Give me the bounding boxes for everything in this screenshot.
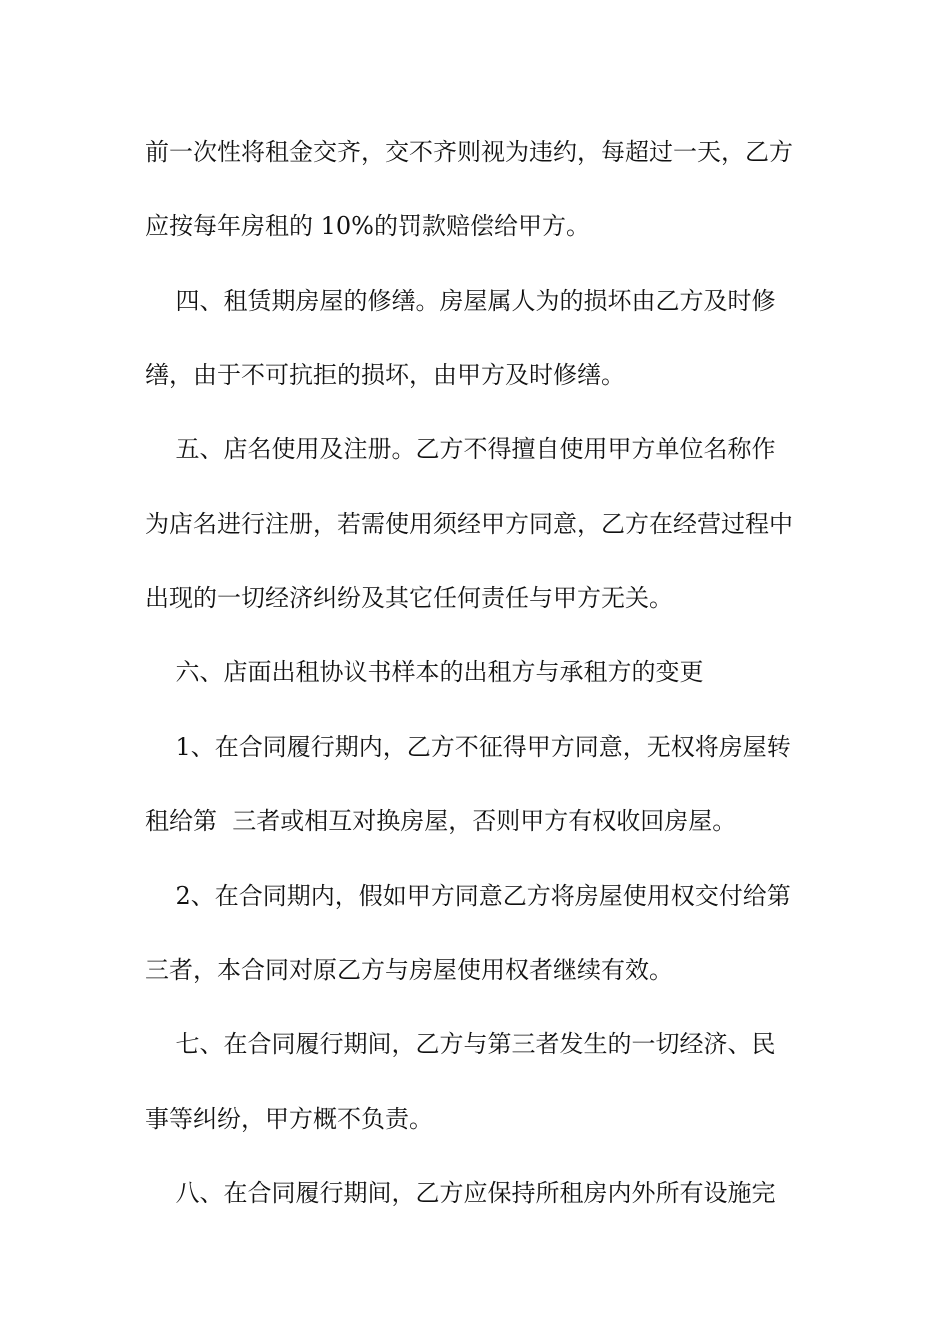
text-line-7: 出现的一切经济纠纷及其它任何责任与甲方无关。 bbox=[145, 584, 673, 612]
text-line-4: 缮，由于不可抗拒的损坏，由甲方及时修缮。 bbox=[145, 361, 625, 389]
text-line-6: 为店名进行注册，若需使用须经甲方同意，乙方在经营过程中 bbox=[145, 510, 793, 538]
text-line-12: 三者，本合同对原乙方与房屋使用权者继续有效。 bbox=[145, 956, 673, 984]
text-line-1: 前一次性将租金交齐，交不齐则视为违约，每超过一天，乙方 bbox=[145, 138, 793, 166]
text-line-3: 四、租赁期房屋的修缮。房屋属人为的损坏由乙方及时修 bbox=[145, 287, 776, 315]
text-line-15: 八、在合同履行期间，乙方应保持所租房内外所有设施完 bbox=[145, 1179, 776, 1207]
text-line-14: 事等纠纷，甲方概不负责。 bbox=[145, 1105, 433, 1133]
text-line-11: 2、在合同期内，假如甲方同意乙方将房屋使用权交付给第 bbox=[145, 882, 791, 910]
text-line-13: 七、在合同履行期间，乙方与第三者发生的一切经济、民 bbox=[145, 1030, 776, 1058]
text-line-9: 1、在合同履行期内，乙方不征得甲方同意，无权将房屋转 bbox=[145, 733, 791, 761]
text-line-5: 五、店名使用及注册。乙方不得擅自使用甲方单位名称作 bbox=[145, 435, 776, 463]
text-line-2: 应按每年房租的 10%的罚款赔偿给甲方。 bbox=[145, 212, 590, 240]
text-line-8: 六、店面出租协议书样本的出租方与承租方的变更 bbox=[145, 658, 704, 686]
text-line-10: 租给第 三者或相互对换房屋，否则甲方有权收回房屋。 bbox=[145, 807, 737, 835]
